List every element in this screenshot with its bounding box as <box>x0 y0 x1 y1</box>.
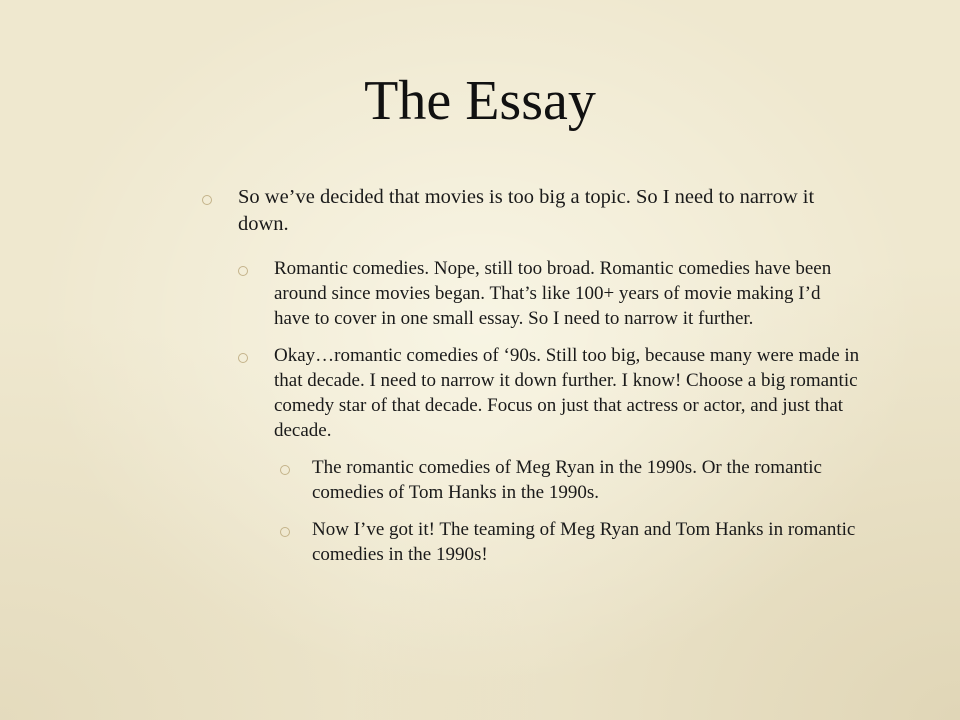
circle-bullet-icon <box>238 353 248 363</box>
circle-bullet-icon <box>202 195 212 205</box>
sub-sub-bullet-item <box>280 517 860 567</box>
bullet-item <box>200 184 860 238</box>
sub-bullet-item <box>238 343 860 443</box>
bullet-text: The romantic comedies of Meg Ryan in the 1990s. Or the romantic comedies of Tom Hanks in the 1990s. <box>312 457 822 503</box>
bullet-text: Okay…romantic comedies of ‘90s. Still too big, because many were made in that decade. I need to narrow it down further. I know! Choose a big romantic comedy star of that decade. Focus on just that actress or actor, and just that decade. <box>274 345 860 441</box>
circle-bullet-icon <box>238 266 248 276</box>
circle-bullet-icon <box>280 465 290 475</box>
bullet-text: Romantic comedies. Nope, still too broad. Romantic comedies have been around since movies began. That’s like 100+ years of movie making I’d have to cover in one small essay. So I need to narrow it further. <box>274 258 832 329</box>
slide-body <box>200 184 860 579</box>
circle-bullet-icon <box>280 527 290 537</box>
slide-title: The Essay <box>364 70 596 132</box>
sub-sub-bullet-item <box>280 455 860 505</box>
bullet-text: So we’ve decided that movies is too big a topic. So I need to narrow it down. <box>238 186 815 235</box>
bullet-text: Now I’ve got it! The teaming of Meg Ryan and Tom Hanks in romantic comedies in the 1990s! <box>312 519 856 565</box>
sub-bullet-item <box>238 256 860 331</box>
